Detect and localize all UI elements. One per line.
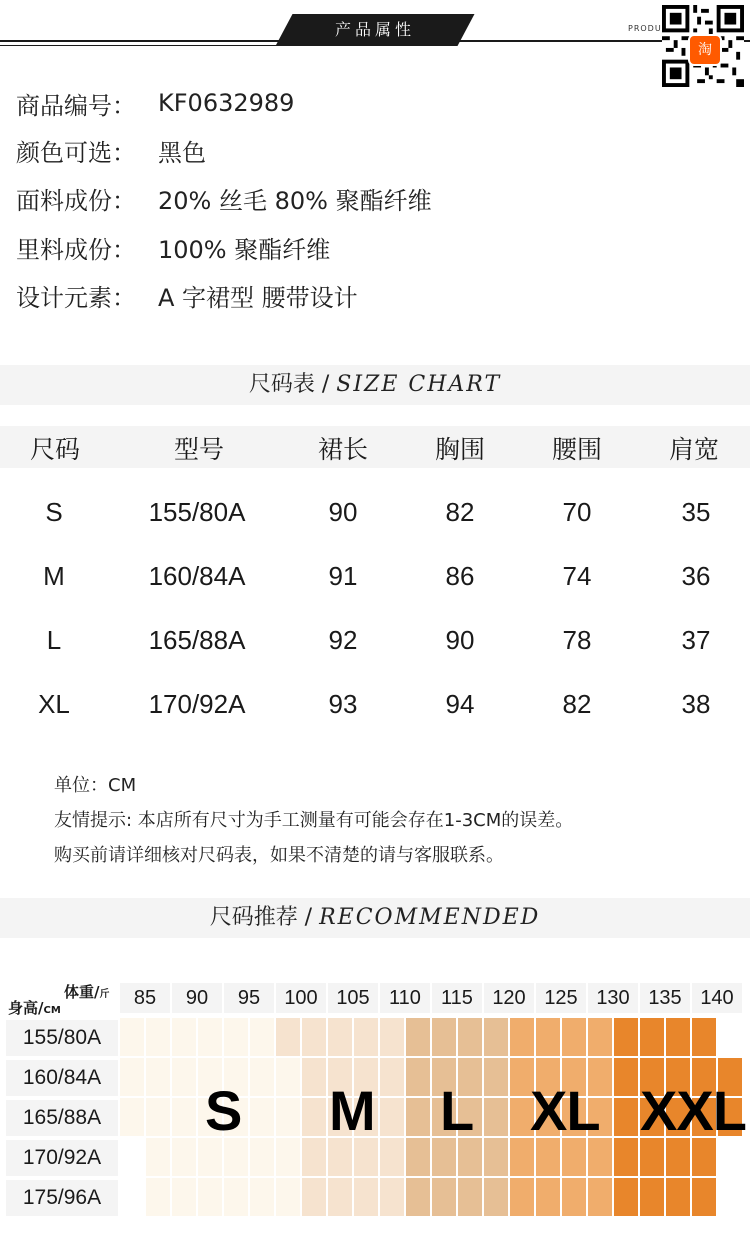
weight-label-cell: 115	[432, 983, 482, 1013]
table-cell: 36	[681, 561, 711, 591]
table-cell: 90	[328, 497, 358, 527]
grid-cell	[380, 1018, 404, 1056]
grid-cell	[406, 1098, 430, 1136]
table-cell: XL	[38, 689, 70, 719]
grid-cell	[276, 1018, 300, 1056]
weight-label-cell: 125	[536, 983, 586, 1013]
table-cell: 78	[562, 625, 592, 655]
grid-cell	[588, 1018, 612, 1056]
grid-cell	[432, 1018, 456, 1056]
grid-cell	[172, 1058, 196, 1096]
size-chart-title	[0, 365, 750, 405]
grid-cell	[458, 1018, 482, 1056]
size-chart-title-cn: 尺码表 /	[248, 372, 337, 397]
taobao-badge-icon: 淘	[688, 34, 722, 66]
height-label-cell: 160/84A	[6, 1060, 118, 1096]
table-cell: M	[43, 561, 65, 591]
grid-cell	[146, 1178, 170, 1216]
attribute-value: 黑色	[158, 138, 206, 167]
header-side-text: PRODU	[628, 24, 662, 33]
grid-cell	[302, 1058, 326, 1096]
grid-cell	[458, 1138, 482, 1176]
weight-axis-label	[64, 981, 109, 1002]
table-cell: 35	[681, 497, 711, 527]
grid-cell	[250, 1058, 274, 1096]
advice-note: 购买前请详细核对尺码表，如果不清楚的请与客服联系。	[54, 845, 504, 866]
weight-unit: 斤	[99, 989, 110, 1000]
grid-cell	[224, 1178, 248, 1216]
size-header-cell: 裙长	[317, 435, 368, 464]
grid-cell	[510, 1018, 534, 1056]
grid-cell	[562, 1178, 586, 1216]
grid-cell	[224, 1018, 248, 1056]
size-header-cell: 胸围	[434, 435, 485, 464]
table-cell: 86	[445, 561, 475, 591]
grid-cell	[172, 1178, 196, 1216]
grid-cell	[354, 1178, 378, 1216]
grid-cell	[302, 1018, 326, 1056]
grid-cell	[250, 1018, 274, 1056]
grid-cell	[588, 1138, 612, 1176]
grid-cell	[458, 1178, 482, 1216]
grid-cell	[380, 1098, 404, 1136]
grid-cell	[328, 1178, 352, 1216]
weight-label-cell: 140	[692, 983, 742, 1013]
grid-cell	[146, 1098, 170, 1136]
grid-cell	[614, 1058, 638, 1096]
grid-cell	[276, 1138, 300, 1176]
table-cell: 37	[681, 625, 711, 655]
attribute-value: 20% 丝毛 80% 聚酯纤维	[158, 186, 432, 215]
grid-cell	[302, 1098, 326, 1136]
attribute-value: KF0632989	[158, 89, 295, 117]
grid-cell	[146, 1018, 170, 1056]
table-cell: 155/80A	[148, 497, 246, 527]
grid-cell	[198, 1138, 222, 1176]
grid-cell	[250, 1098, 274, 1136]
size-header-cell: 腰围	[551, 435, 602, 464]
attribute-label: 商品编号：	[16, 91, 136, 120]
grid-cell	[614, 1178, 638, 1216]
weight-label-cell: 105	[328, 983, 378, 1013]
table-cell: 74	[562, 561, 592, 591]
size-label-s: S	[205, 1079, 242, 1142]
table-cell: 165/88A	[148, 625, 246, 655]
grid-cell	[172, 1098, 196, 1136]
table-cell: 82	[562, 689, 592, 719]
grid-cell	[692, 1138, 716, 1176]
recommend-title	[0, 898, 750, 938]
grid-cell	[536, 1018, 560, 1056]
attribute-value: A 字裙型 腰带设计	[158, 283, 358, 312]
table-cell: 170/92A	[148, 689, 246, 719]
grid-cell	[198, 1018, 222, 1056]
grid-cell	[614, 1138, 638, 1176]
recommend-title-en: RECOMMENDED	[319, 905, 541, 930]
size-label-xxl: XXL	[640, 1079, 746, 1142]
grid-cell	[484, 1138, 508, 1176]
grid-cell	[380, 1178, 404, 1216]
grid-cell	[536, 1178, 560, 1216]
grid-cell	[484, 1058, 508, 1096]
grid-cell	[120, 1018, 144, 1056]
height-axis-label	[8, 997, 61, 1018]
table-cell: 93	[328, 689, 358, 719]
grid-cell	[406, 1058, 430, 1096]
grid-cell	[406, 1178, 430, 1216]
attribute-row-code	[16, 85, 294, 121]
table-cell: 90	[445, 625, 475, 655]
grid-cell	[302, 1138, 326, 1176]
attribute-row-design	[16, 277, 358, 313]
grid-cell	[354, 1018, 378, 1056]
grid-cell	[276, 1058, 300, 1096]
header-title: 产品属性	[334, 20, 415, 39]
size-header-cell: 尺码	[29, 435, 80, 464]
tip-note: 友情提示: 本店所有尺寸为手工测量有可能会存在1-3CM的误差。	[54, 810, 574, 831]
weight-label-cell: 120	[484, 983, 534, 1013]
grid-cell	[328, 1018, 352, 1056]
weight-label: 体重/	[64, 983, 100, 1001]
grid-cell	[172, 1018, 196, 1056]
weight-label-cell: 110	[380, 983, 430, 1013]
grid-cell	[198, 1178, 222, 1216]
grid-cell	[172, 1138, 196, 1176]
height-label: 身高/	[8, 999, 44, 1017]
table-cell: 70	[562, 497, 592, 527]
grid-cell	[276, 1098, 300, 1136]
grid-cell	[692, 1018, 716, 1056]
table-cell: 38	[681, 689, 711, 719]
size-chart-title-en: SIZE CHART	[336, 372, 502, 397]
grid-cell	[380, 1138, 404, 1176]
attribute-label: 面料成份：	[16, 186, 136, 215]
height-unit: CM	[43, 1005, 61, 1016]
grid-cell	[536, 1138, 560, 1176]
attribute-label: 颜色可选：	[16, 138, 136, 167]
grid-cell	[484, 1018, 508, 1056]
grid-cell	[666, 1178, 690, 1216]
attribute-row-lining	[16, 229, 330, 265]
grid-cell	[406, 1018, 430, 1056]
height-label-cell: 155/80A	[6, 1020, 118, 1056]
height-label-cell: 170/92A	[6, 1140, 118, 1176]
grid-cell	[328, 1138, 352, 1176]
grid-cell	[692, 1178, 716, 1216]
grid-cell	[224, 1138, 248, 1176]
table-cell: 91	[328, 561, 358, 591]
grid-cell	[250, 1178, 274, 1216]
grid-cell	[510, 1138, 534, 1176]
grid-cell	[354, 1138, 378, 1176]
table-cell: 82	[445, 497, 475, 527]
grid-cell	[562, 1018, 586, 1056]
table-cell: 94	[445, 689, 475, 719]
grid-cell	[406, 1138, 430, 1176]
size-header-cell: 肩宽	[668, 435, 719, 464]
grid-cell	[146, 1138, 170, 1176]
grid-cell	[666, 1138, 690, 1176]
grid-cell	[302, 1178, 326, 1216]
size-header-cell: 型号	[173, 435, 224, 464]
grid-cell	[484, 1178, 508, 1216]
grid-cell	[484, 1098, 508, 1136]
grid-cell	[614, 1098, 638, 1136]
recommend-title-cn: 尺码推荐 /	[209, 905, 320, 930]
grid-cell	[640, 1138, 664, 1176]
table-cell: S	[45, 497, 63, 527]
grid-cell	[640, 1178, 664, 1216]
header-rule-thin	[0, 45, 300, 46]
height-label-cell: 175/96A	[6, 1180, 118, 1216]
weight-label-cell: 100	[276, 983, 326, 1013]
table-cell: 92	[328, 625, 358, 655]
grid-cell	[120, 1058, 144, 1096]
attribute-row-color	[16, 132, 206, 168]
height-label-cell: 165/88A	[6, 1100, 118, 1136]
grid-cell	[432, 1138, 456, 1176]
weight-label-cell: 85	[120, 983, 170, 1013]
grid-cell	[432, 1178, 456, 1216]
grid-cell	[146, 1058, 170, 1096]
size-label-l: L	[440, 1079, 474, 1142]
weight-label-cell: 90	[172, 983, 222, 1013]
grid-cell	[588, 1178, 612, 1216]
grid-cell	[250, 1138, 274, 1176]
size-label-xl: XL	[530, 1079, 600, 1142]
attribute-value: 100% 聚酯纤维	[158, 235, 331, 264]
grid-cell	[380, 1058, 404, 1096]
grid-cell	[120, 1098, 144, 1136]
grid-cell	[276, 1178, 300, 1216]
attribute-row-fabric	[16, 180, 432, 216]
size-label-m: M	[329, 1079, 375, 1142]
weight-label-cell: 130	[588, 983, 638, 1013]
table-cell: L	[46, 625, 62, 655]
weight-label-cell: 135	[640, 983, 690, 1013]
unit-note: 单位：CM	[54, 775, 137, 796]
grid-cell	[640, 1018, 664, 1056]
grid-cell	[510, 1178, 534, 1216]
grid-cell	[614, 1018, 638, 1056]
attribute-label: 设计元素：	[16, 283, 136, 312]
weight-label-cell: 95	[224, 983, 274, 1013]
attribute-label: 里料成份：	[16, 235, 136, 264]
grid-cell	[666, 1018, 690, 1056]
table-cell: 160/84A	[148, 561, 246, 591]
grid-cell	[562, 1138, 586, 1176]
